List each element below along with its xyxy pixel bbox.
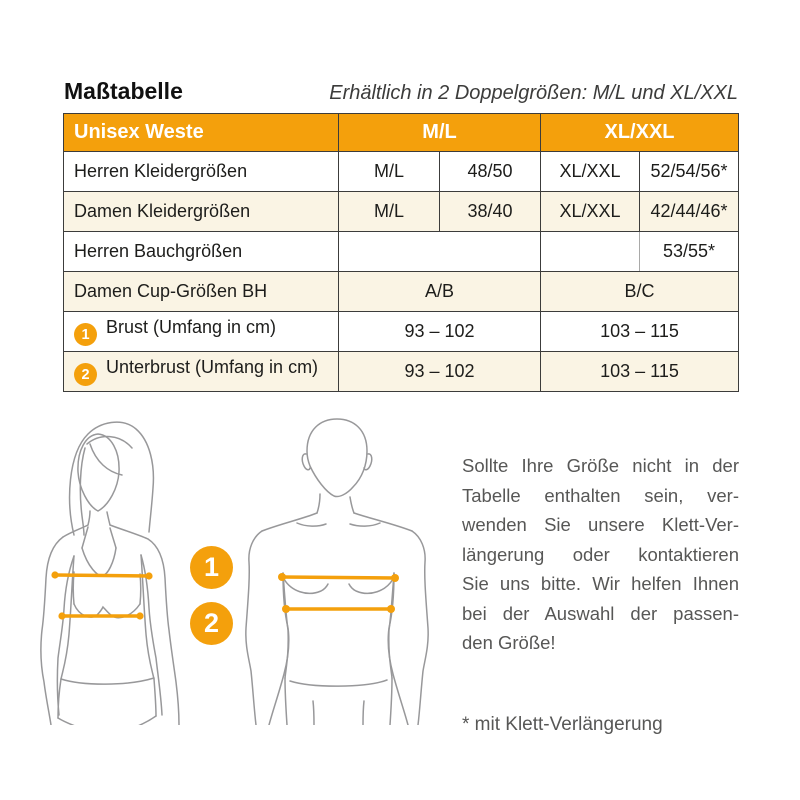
cell-ml-value: A/B [339, 272, 541, 312]
row-label-text: Unterbrust (Umfang in cm) [106, 356, 319, 377]
cell-xl-value: 103 – 115 [541, 312, 739, 352]
cell-xl-value: B/C [541, 272, 739, 312]
cell-ml-value: 38/40 [440, 192, 541, 232]
table-row-unterbrust [64, 352, 739, 392]
table-row-damen-cup-groessen [64, 272, 739, 312]
cell-xl-size: XL/XXL [541, 152, 640, 192]
table-header-row [64, 114, 739, 152]
note-line: Sollte Ihre Größe nicht in der [462, 455, 739, 476]
table-header-ml: M/L [339, 114, 541, 152]
figure-marker-1-badge: 1 [190, 546, 233, 589]
table-row-damen-kleidergroessen [64, 192, 739, 232]
cell-xl-value: 42/44/46* [640, 192, 739, 232]
table-row-herren-bauchgroessen [64, 232, 739, 272]
male-measurement-lines [278, 573, 399, 613]
table-header-product: Unisex Weste [64, 114, 339, 152]
note-line: Tabelle enthalten sein, ver- [462, 484, 739, 506]
male-outline [246, 419, 428, 725]
cell-xl-value: 52/54/56* [640, 152, 739, 192]
row-label: Herren Bauchgrößen [64, 232, 339, 272]
chest-measurement-line [282, 577, 395, 578]
cell-ml-size: M/L [339, 152, 440, 192]
female-figure-illustration [38, 420, 193, 725]
note-line: bei der Auswahl der passen- [462, 602, 739, 624]
row-label: Damen Kleidergrößen [64, 192, 339, 232]
marker-1-badge: 1 [74, 323, 97, 346]
marker-2-badge: 2 [74, 363, 97, 386]
cell-ml-size: M/L [339, 192, 440, 232]
note-line: den Größe! [462, 632, 556, 653]
row-label: Herren Kleidergrößen [64, 152, 339, 192]
note-line: längerung oder kontaktieren [462, 543, 739, 565]
female-measurement-lines [51, 571, 152, 619]
cell-xl-size: XL/XXL [541, 192, 640, 232]
cell-xl-value: 53/55* [640, 232, 739, 272]
row-label: Damen Cup-Größen BH [64, 272, 339, 312]
row-label [64, 352, 339, 392]
table-header-xlxxl: XL/XXL [541, 114, 739, 152]
row-label-text: Brust (Umfang in cm) [106, 316, 277, 337]
cell-ml-value: 93 – 102 [339, 352, 541, 392]
table-row-herren-kleidergroessen [64, 152, 739, 192]
note-line: Sie uns bitte. Wir helfen Ihnen [462, 573, 739, 594]
figure-marker-2-badge: 2 [190, 602, 233, 645]
size-table [63, 113, 739, 392]
chest-measurement-line [55, 575, 149, 576]
size-note-text [462, 451, 739, 658]
male-figure-illustration [240, 418, 450, 725]
availability-subtitle: Erhältlich in 2 Doppelgrößen: M/L und XL/XXL [329, 82, 738, 104]
cell-ml-empty [339, 232, 541, 272]
table-row-brust [64, 312, 739, 352]
page-title: Maßtabelle [64, 78, 183, 104]
cell-ml-value: 48/50 [440, 152, 541, 192]
row-label [64, 312, 339, 352]
note-line: wenden Sie unsere Klett-Ver- [462, 514, 739, 535]
cell-xl-empty [541, 232, 640, 272]
cell-ml-value: 93 – 102 [339, 312, 541, 352]
cell-xl-value: 103 – 115 [541, 352, 739, 392]
asterisk-footnote: * mit Klett-Verlängerung [462, 714, 663, 735]
